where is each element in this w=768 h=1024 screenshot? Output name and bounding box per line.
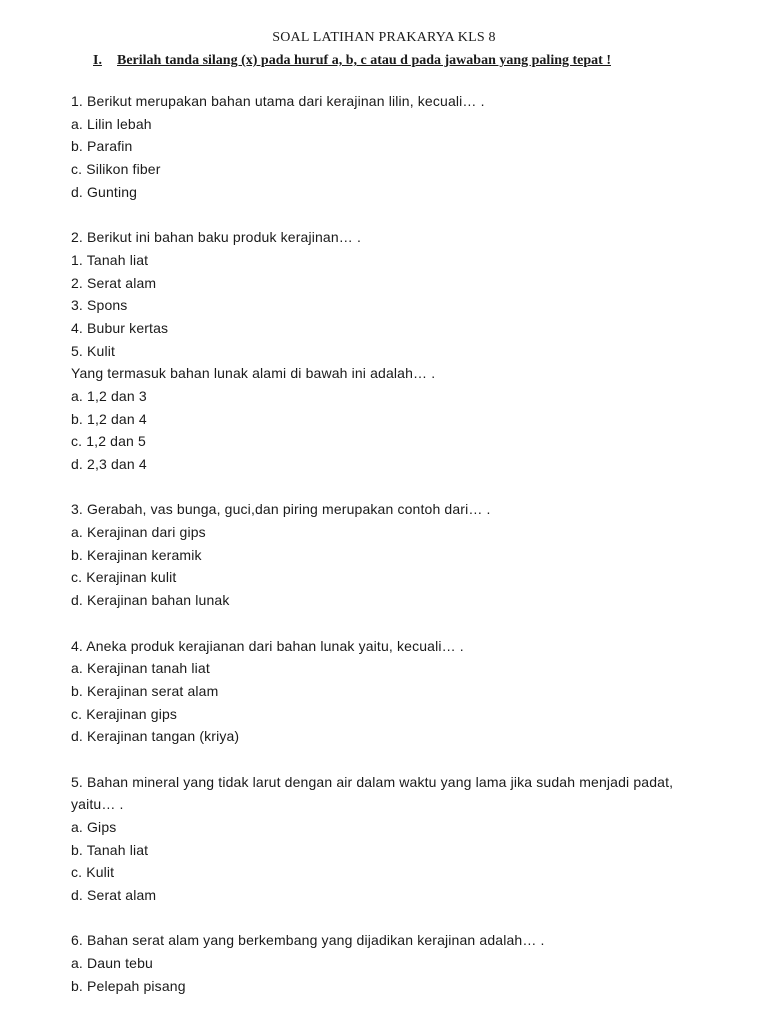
spacer — [71, 612, 731, 635]
question-item: 4. Bubur kertas — [71, 319, 169, 336]
spacer — [71, 476, 731, 499]
question-stem: 1. Berikut merupakan bahan utama dari kerajinan lilin, kecuali… . — [71, 93, 485, 109]
instruction-text: Berilah tanda silang (x) pada huruf a, b, c atau d pada jawaban yang paling tepat ! — [117, 53, 611, 68]
question-list — [71, 90, 731, 998]
answer-option: b. Pelepah pisang — [71, 977, 186, 994]
answer-option: c. Kulit — [71, 864, 115, 881]
question-item: 3. Spons — [71, 297, 128, 314]
answer-option: c. Silikon fiber — [71, 161, 161, 178]
answer-option: a. Daun tebu — [71, 955, 153, 972]
question-stem: 4. Aneka produk kerajianan dari bahan lunak yaitu, kecuali… . — [71, 637, 464, 654]
answer-option: b. Parafin — [71, 138, 133, 155]
spacer — [71, 748, 731, 771]
question-stem: 2. Berikut ini bahan baku produk kerajinan… . — [71, 229, 362, 246]
document-title: SOAL LATIHAN PRAKARYA KLS 8 — [272, 30, 496, 45]
answer-option: c. 1,2 dan 5 — [71, 433, 146, 450]
spacer — [71, 907, 731, 930]
answer-option: b. 1,2 dan 4 — [71, 410, 147, 427]
question-stem: 6. Bahan serat alam yang berkembang yang dijadikan kerajinan adalah… . — [71, 932, 545, 949]
answer-option: d. Serat alam — [71, 887, 157, 904]
answer-option: d. Kerajinan tangan (kriya) — [71, 728, 240, 745]
answer-option: a. 1,2 dan 3 — [71, 387, 147, 404]
spacer — [71, 203, 731, 226]
question-stem: 3. Gerabah, vas bunga, guci,dan piring merupakan contoh dari… . — [71, 501, 491, 518]
answer-option: a. Kerajinan tanah liat — [71, 660, 210, 677]
question-sub-stem: Yang termasuk bahan lunak alami di bawah ini adalah… . — [71, 365, 436, 382]
question-stem: 5. Bahan mineral yang tidak larut dengan air dalam waktu yang lama jika sudah menjadi padat, — [71, 773, 674, 790]
answer-option: b. Kerajinan serat alam — [71, 682, 219, 699]
answer-option: c. Kerajinan gips — [71, 705, 178, 722]
answer-option: a. Kerajinan dari gips — [71, 524, 206, 541]
instruction-heading — [93, 52, 611, 70]
answer-option: d. Gunting — [71, 183, 138, 200]
question-stem-continued: yaitu… . — [71, 796, 124, 813]
answer-option: b. Kerajinan keramik — [71, 546, 202, 563]
answer-option: d. 2,3 dan 4 — [71, 456, 147, 472]
answer-option: a. Gips — [71, 819, 117, 835]
instruction-number: I. — [93, 53, 102, 68]
question-item: 1. Tanah liat — [71, 251, 149, 268]
answer-option: c. Kerajinan kulit — [71, 569, 177, 586]
question-item: 2. Serat alam — [71, 274, 157, 291]
answer-option: a. Lilin lebah — [71, 115, 152, 132]
answer-option: b. Tanah liat — [71, 841, 149, 858]
question-item: 5. Kulit — [71, 342, 115, 359]
answer-option: d. Kerajinan bahan lunak — [71, 592, 230, 609]
